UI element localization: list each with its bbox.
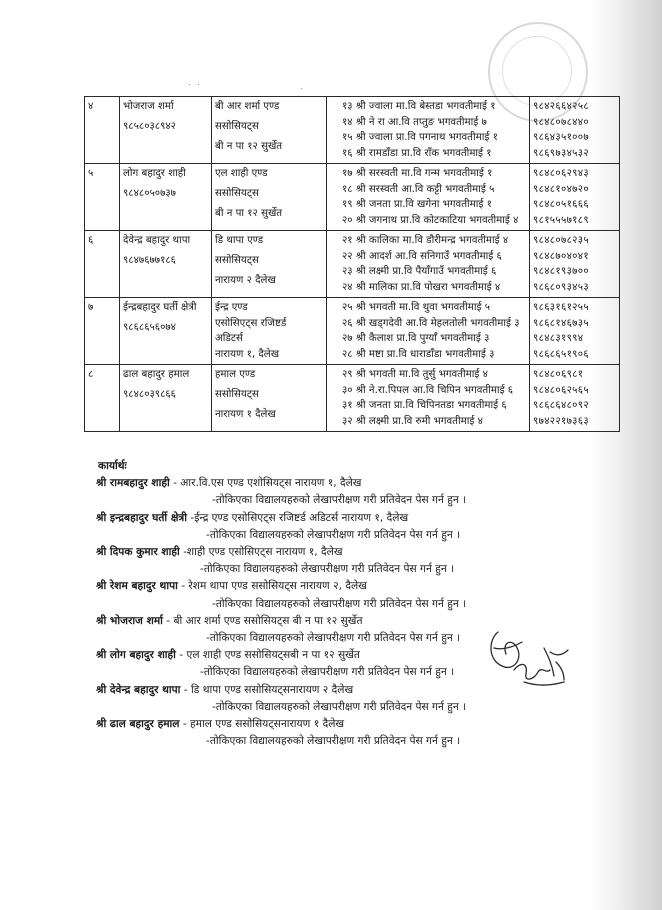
firm-cell (212, 231, 327, 298)
school-item: ३१ श्री जनता प्रा.वि चिपिनतडा भगवतीमाई ६ (342, 400, 507, 411)
school-phone: ९८४८०७८४४० (533, 116, 589, 128)
assignee-name: श्री ढाल बहादुर हमाल (96, 718, 180, 731)
firm-line: नारायण १, दैलेख (215, 348, 280, 360)
school-item: १५ श्री ज्वाला प्रा.वि पगनाथ भगवतीमाई १ (342, 132, 498, 143)
schools-cell (327, 365, 530, 432)
scan-speck: . . (188, 78, 202, 87)
firm-line: बी आर शर्मा एण्ड (215, 101, 280, 112)
auditor-phone: ९८५८०३८९४२ (123, 120, 176, 132)
assignee-firm: - डि थापा एण्ड ससोसियट्सनारायण २ दैलेख (183, 683, 354, 696)
serial-number-cell: ६ (85, 231, 120, 298)
assignment-task: -तोकिएका विद्यालयहरुको लेखापरीक्षण गरी प्रतिवेदन पेस गर्न हुन । (206, 735, 461, 748)
school-phone: ९८४८०६९८१ (533, 369, 584, 380)
school-item: १७ श्री सरस्वती मा.वि गन्म भगवतीमाई १ (342, 168, 493, 179)
school-phone: ९८६८६५१९०६ (533, 348, 589, 360)
table-row (85, 97, 620, 164)
firm-line: एसोसिएट्स रजिष्टर्ड (215, 317, 287, 329)
firm-line: नारायण १ दैलेख (215, 409, 276, 420)
school-phone: ९७४२२१७३६३ (533, 415, 589, 427)
firm-line: ईन्द्र एण्ड (215, 302, 248, 313)
table-row (85, 231, 620, 298)
school-item: ३० श्री ने.रा.पिपल आ.वि चिपिन भगवतीमाई ६ (342, 384, 514, 396)
school-item: ३२ श्री लक्ष्मी प्रा.वि रुमी भगवतीमाई ४ (342, 415, 483, 427)
assignment-header (96, 716, 516, 733)
assignee-name: श्री रेशम बहादुर थापा (96, 580, 178, 593)
assignee-firm: -शाही एण्ड एसोसिएट्स नारायण १, दैलेख (183, 546, 343, 559)
assignment-header (96, 647, 516, 664)
school-phone: ९८४८१९३७०० (533, 266, 589, 277)
firm-line: बी न पा १२ सुर्खेत (215, 141, 283, 152)
firm-line: डि थापा एण्ड (215, 235, 264, 246)
school-phone: ९८१५५५७१८९ (533, 214, 589, 226)
school-phones-cell (530, 298, 620, 365)
school-phone: ९८६३१६१२५५ (533, 302, 589, 313)
school-item: २२ श्री आदर्श आ.वि सनिगाउँ भगवतीमाई ६ (342, 250, 502, 262)
assignment-task: -तोकिएका विद्यालयहरुको लेखापरीक्षण गरी प्रतिवेदन पेस गर्न हुन । (200, 563, 455, 576)
assignment-task: -तोकिएका विद्यालयहरुको लेखापरीक्षण गरी प्रतिवेदन पेस गर्न हुन । (212, 700, 467, 713)
school-item: २१ श्री कालिका मा.वि डौरीमन्द्र भगवतीमाई ४ (342, 235, 509, 246)
firm-cell (212, 298, 327, 365)
firm-line: अडिटर्स (215, 333, 243, 344)
auditor-name: ईन्द्रबहादुर घर्ती क्षेत्री (123, 302, 197, 313)
schools-cell (327, 298, 530, 365)
school-item: २४ श्री मालिका प्रा.वि पोखरा भगवतीमाई ४ (342, 281, 501, 293)
school-phone: ९८६८०९३४५३ (533, 281, 589, 293)
table-row (85, 164, 620, 231)
assignee-name: श्री रामबहादुर शाही (96, 477, 170, 490)
school-phones-cell (530, 231, 620, 298)
assignment-header (96, 613, 516, 630)
school-phone: ९८४८०५१६६६ (533, 199, 589, 210)
firm-line: एल शाही एण्ड (215, 168, 268, 179)
auditor-name-cell (120, 97, 212, 164)
auditor-phone: ९८४७६७७१८६ (123, 254, 176, 266)
school-item: २९ श्री भगवती मा.वि तुर्सु भगवतीमाई ४ (342, 369, 488, 380)
assignee-name: श्री दिपक कुमार शाही (96, 546, 180, 559)
firm-cell (212, 164, 327, 231)
school-item: १६ श्री रामडाँडा प्रा.वि राँक भगवतीमाई १ (342, 147, 492, 159)
serial-number-cell: ४ (85, 97, 120, 164)
auditor-name: देवेन्द्र बहादुर थापा (123, 235, 191, 246)
school-phone: ९८४८०७८२३५ (533, 235, 589, 246)
auditor-name-cell (120, 365, 212, 432)
school-item: २७ श्री कैलाश प्रा.वि पुर्ग्याँ भगवतीमाई ३ (342, 333, 490, 344)
school-item: २५ श्री भगवती मा.वि थुवा भगवतीमाई ५ (342, 302, 491, 313)
firm-line: ससोसियट्स (215, 388, 259, 400)
school-item: २३ श्री लक्ष्मी प्रा.वि पैयाँगाउँ भगवतीमाई ६ (342, 266, 497, 277)
assignment-title: कार्यार्थः (98, 460, 127, 472)
school-phone: ९८६४३५१००७ (533, 132, 589, 143)
assignee-firm: - आर.वि.एस एण्ड एशोसियट्स नारायण १, दैलेख (173, 477, 362, 490)
assignee-name: श्री इन्द्रबहादुर घर्ती क्षेत्री (96, 511, 188, 524)
table-row (85, 298, 620, 365)
assignment-task: -तोकिएका विद्यालयहरुको लेखापरीक्षण गरी प्रतिवेदन पेस गर्न हुन । (212, 597, 467, 610)
firm-line: हमाल एण्ड (215, 369, 256, 380)
assignment-header (96, 510, 516, 527)
assignment-task: -तोकिएका विद्यालयहरुको लेखापरीक्षण गरी प्रतिवेदन पेस गर्न हुन । (212, 494, 467, 507)
serial-number-cell: ८ (85, 365, 120, 432)
schools-cell (327, 164, 530, 231)
school-item: २६ श्री खड्गदेवी आ.वि मेहलतोली भगवतीमाई ३ (342, 317, 520, 329)
handwritten-signature (484, 622, 576, 696)
table-row (85, 365, 620, 432)
assignment-header (96, 475, 516, 492)
assignment-task: -तोकिएका विद्यालयहरुको लेखापरीक्षण गरी प्रतिवेदन पेस गर्न हुन । (206, 528, 461, 541)
school-phone: ९८४८०६२५६५ (533, 384, 589, 396)
auditor-name-cell (120, 164, 212, 231)
assignee-firm: - हमाल एण्ड ससोसियट्सनारायण १ दैलेख (182, 718, 345, 731)
school-phone: ९८६८६४८०९२ (533, 400, 589, 411)
school-item: २८ श्री मष्टा प्रा.वि धाराडाँडा भगवतीमाई ३ (342, 348, 495, 360)
assignment-items (96, 475, 516, 750)
school-phone: ९८६९७३४५३२ (533, 147, 589, 159)
assignment-task: -तोकिएका विद्यालयहरुको लेखापरीक्षण गरी प्रतिवेदन पेस गर्न हुन । (200, 666, 455, 679)
auditor-phone: ९८४८०३९८६६ (123, 388, 176, 400)
firm-cell (212, 365, 327, 432)
school-phone: ९८६८१४६७३५ (533, 317, 589, 329)
firm-line: ससोसियट्स (215, 254, 259, 266)
auditor-name-cell (120, 231, 212, 298)
school-item: १४ श्री ने रा आ.वि तप्तुङ भगवतीमाई ७ (342, 116, 487, 128)
assignment-header (96, 682, 516, 699)
assignee-firm: -ईन्द्र एण्ड एसोसिएट्स रजिष्टर्ड अडिटर्स नारायण १, दैलेख (190, 511, 409, 524)
school-phone: ९८४८३१९९४ (533, 333, 584, 344)
auditor-name: ढाल बहादुर हमाल (123, 369, 190, 380)
auditor-name: लोग बहादुर शाही (123, 168, 186, 179)
assignee-name: श्री भोजराज शर्मा (96, 614, 163, 627)
assignment-header (96, 578, 516, 595)
school-item: १८ श्री सरस्वती आ.वि कट्टी भगवतीमाई ५ (342, 183, 495, 195)
school-phones-cell (530, 164, 620, 231)
auditor-table-body (85, 97, 620, 432)
assignee-name: श्री देवेन्द्र बहादुर थापा (96, 683, 181, 696)
serial-number-cell: ७ (85, 298, 120, 365)
assignment-header (96, 544, 516, 561)
assignment-list (96, 458, 516, 750)
school-item: २० श्री जगनाथ प्रा.वि कोटकाटिया भगवतीमाई ४ (342, 214, 519, 226)
schools-cell (327, 97, 530, 164)
assignee-firm: - एल शाही एण्ड ससोसियट्सबी न पा १२ सुर्खेत (179, 649, 360, 662)
auditor-assignment-table (84, 96, 620, 432)
auditor-phone: ९८६८६५६०७४ (123, 321, 176, 333)
school-phones-cell (530, 97, 620, 164)
school-phone: ९८४८०६२९४३ (533, 168, 589, 179)
auditor-name-cell (120, 298, 212, 365)
firm-line: ससोसियट्स (215, 120, 259, 132)
firm-line: बी न पा १२ सुर्खेत (215, 208, 283, 219)
firm-line: ससोसियट्स (215, 187, 259, 199)
assignee-firm: - रेशम थापा एण्ड ससोसियट्स नारायण २, दैलेख (181, 580, 367, 593)
school-phone: ९८४८१०४७२० (533, 183, 589, 195)
assignee-name: श्री लोग बहादुर शाही (96, 649, 176, 662)
school-item: १३ श्री ज्वाला मा.वि बेस्तडा भगवतीमाई १ (342, 101, 496, 112)
school-phone: ९८४२६६४२५८ (533, 101, 589, 112)
firm-cell (212, 97, 327, 164)
school-phone: ९८४८७०४०४१ (533, 250, 589, 262)
school-phones-cell (530, 365, 620, 432)
assignment-task: -तोकिएका विद्यालयहरुको लेखापरीक्षण गरी प्रतिवेदन पेस गर्न हुन । (206, 632, 461, 645)
auditor-name: भोजराज शर्मा (123, 101, 174, 112)
firm-line: नारायण २ दैलेख (215, 275, 276, 286)
scan-speck: . (300, 82, 305, 91)
serial-number-cell: ५ (85, 164, 120, 231)
school-item: १९ श्री जनता प्रा.वि खगेना भगवतीमाई १ (342, 199, 492, 210)
auditor-phone: ९८४८०५०७३७ (123, 187, 176, 199)
assignee-firm: - बी आर शर्मा एण्ड ससोसियट्स बी न पा १२ सुर्खेत (166, 614, 363, 627)
schools-cell (327, 231, 530, 298)
